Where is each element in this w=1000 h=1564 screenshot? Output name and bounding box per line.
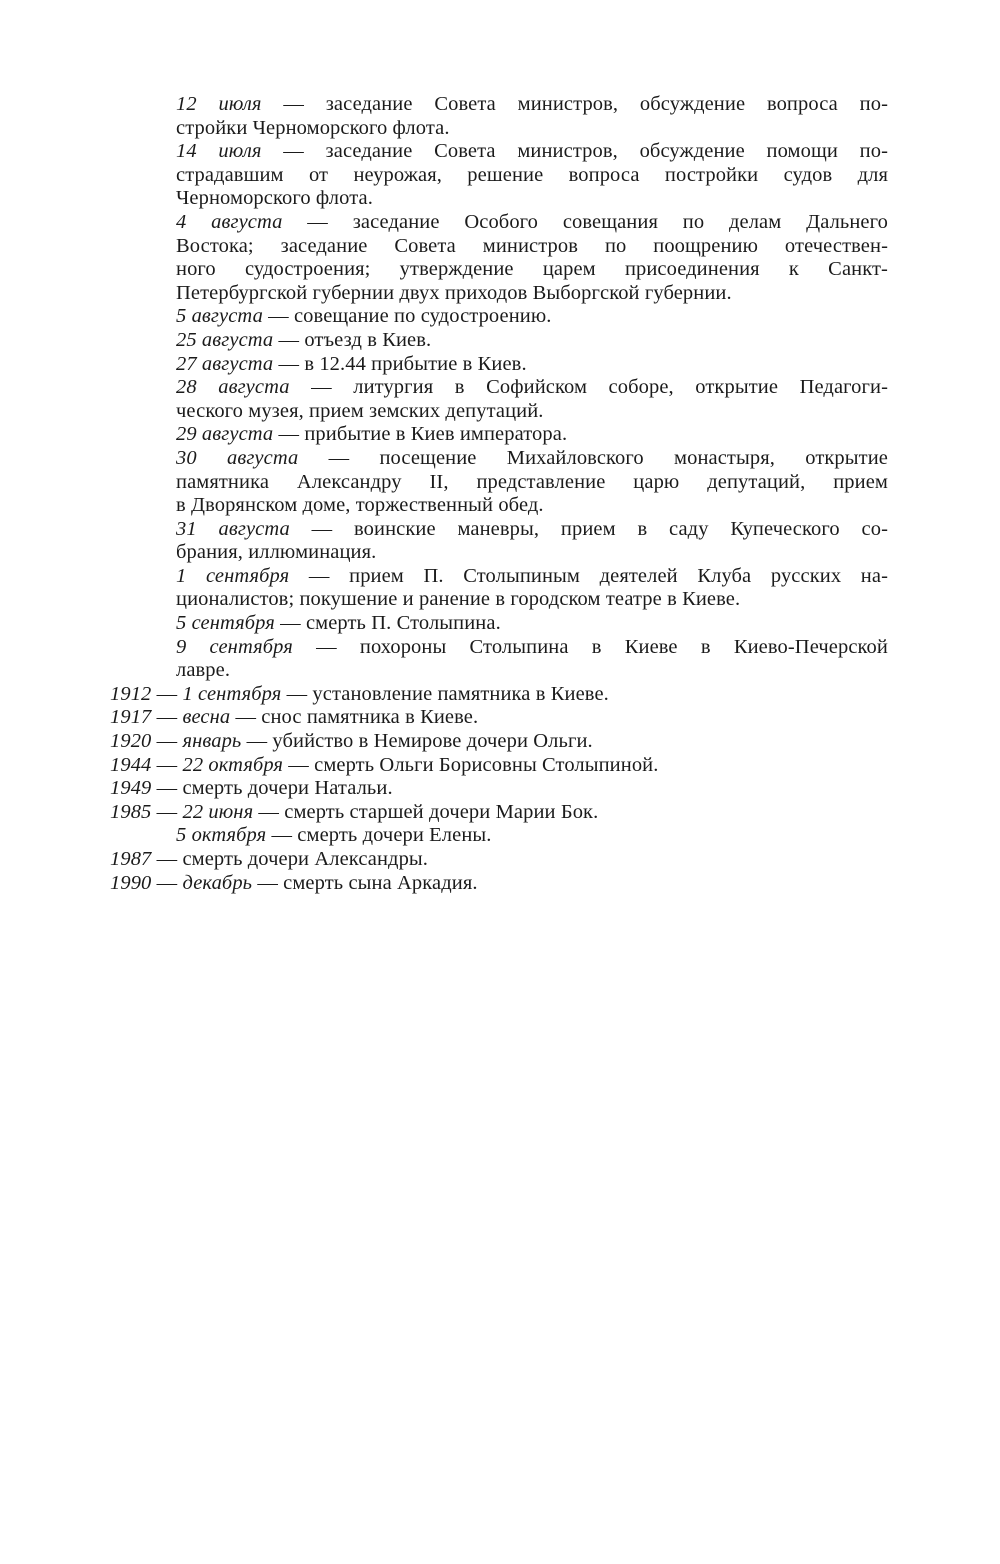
entry-text: — посещение Михайловского монастыря, открытие [298, 446, 888, 469]
date-italic: 22 июня [182, 800, 254, 823]
text-line [110, 848, 888, 872]
text-line [176, 117, 888, 141]
entry-text: — [151, 753, 183, 776]
date-italic: 5 октября [176, 824, 267, 847]
entry-text: — [151, 800, 183, 823]
text-line [110, 872, 888, 896]
date-italic: январь [182, 730, 242, 753]
entry-text: — установление памятника в Киеве. [281, 682, 609, 705]
entry-text: — смерть П. Столыпина. [274, 612, 501, 635]
entry-text: — прием П. Столыпиным деятелей Клуба русских на- [289, 564, 888, 587]
entry-text: — снос памятника в Киеве. [230, 706, 479, 729]
text-line [176, 164, 888, 188]
entry-text: — убийство в Немирове дочери Ольги. [241, 730, 593, 753]
entry-text: Востока; заседание Совета министров по поощрению отечествен- [176, 234, 888, 257]
entry-text: — [151, 706, 183, 729]
date-italic: 4 августа [176, 210, 283, 233]
entry-text: ного судостроения; утверждение царем присоединения к Санкт- [176, 258, 888, 281]
entry-text: Петербургской губернии двух приходов Выборгской губернии. [176, 281, 732, 304]
entry-text: — отъезд в Киев. [273, 328, 432, 351]
entry-text: брания, иллюминация. [176, 541, 377, 564]
entry-text: — заседание Совета министров, обсуждение помощи по- [261, 140, 888, 163]
text-line [176, 541, 888, 565]
text-line [176, 471, 888, 495]
entry-text: — [151, 730, 183, 753]
text-line [176, 588, 888, 612]
text-line [176, 494, 888, 518]
date-italic: 1 сентября [176, 564, 290, 587]
entry-text: — смерть дочери Александры. [151, 848, 429, 870]
date-italic: 9 сентября [176, 635, 293, 658]
date-italic: 1990 [110, 871, 152, 894]
text-line [176, 612, 888, 636]
entry-text: лавре. [176, 659, 231, 682]
date-italic: 1944 [110, 753, 152, 776]
date-italic: 27 августа [176, 352, 274, 375]
text-line [110, 777, 888, 801]
date-italic: 1 сентября [182, 682, 282, 705]
text-line [176, 235, 888, 259]
entry-text: — совещание по судостроению. [262, 305, 552, 328]
text-line [176, 282, 888, 306]
date-italic: 22 октября [182, 753, 284, 776]
text-line [176, 824, 888, 848]
entry-text: — в 12.44 прибытие в Киев. [273, 352, 527, 375]
date-italic: 12 июля [176, 93, 262, 115]
date-italic: 1917 [110, 706, 152, 729]
entry-text: — [151, 682, 183, 705]
entry-text: — прибытие в Киев императора. [273, 423, 568, 446]
text-line [176, 187, 888, 211]
text-line [176, 636, 888, 660]
text-line [176, 305, 888, 329]
text-line [176, 565, 888, 589]
entry-text: — смерть дочери Натальи. [151, 777, 393, 800]
text-line [176, 423, 888, 447]
text-line [176, 93, 888, 117]
date-italic: 28 августа [176, 376, 290, 399]
date-italic: 30 августа [176, 446, 299, 469]
entry-text: — [151, 871, 183, 894]
text-line [110, 801, 888, 825]
text-line [176, 400, 888, 424]
date-italic: 1985 [110, 800, 152, 823]
date-italic: 1920 [110, 730, 152, 753]
date-italic: 29 августа [176, 423, 274, 446]
entry-text: памятника Александру II, представление царю депутаций, прием [176, 470, 888, 493]
entry-text: — заседание Особого совещания по делам Дальнего [282, 210, 888, 233]
entry-text: в Дворянском доме, торжественный обед. [176, 494, 544, 517]
entry-text: ционалистов; покушение и ранение в городском театре в Киеве. [176, 588, 741, 611]
entry-text: стройки Черноморского флота. [176, 116, 450, 139]
entry-text: — заседание Совета министров, обсуждение вопроса по- [261, 93, 888, 115]
text-line [110, 754, 888, 778]
entry-text: Черноморского флота. [176, 187, 373, 210]
date-italic: 1912 [110, 682, 152, 705]
date-italic: весна [182, 706, 231, 729]
text-line [176, 447, 888, 471]
text-line [110, 706, 888, 730]
date-italic: 1987 [110, 848, 152, 870]
chronology-text [110, 93, 888, 895]
text-line [110, 683, 888, 707]
text-line [176, 376, 888, 400]
text-line [176, 659, 888, 683]
entry-text: — смерть Ольги Борисовны Столыпиной. [283, 753, 659, 776]
entry-text: — похороны Столыпина в Киеве в Киево-Печерской [292, 635, 888, 658]
entry-text: — смерть дочери Елены. [266, 824, 492, 847]
text-line [176, 518, 888, 542]
date-italic: 25 августа [176, 328, 274, 351]
date-italic: 5 августа [176, 305, 263, 328]
entry-text: — смерть сына Аркадия. [252, 871, 478, 894]
date-italic: 5 сентября [176, 612, 275, 635]
entry-text: — воинские маневры, прием в саду Купеческого со- [289, 517, 888, 540]
text-line [176, 140, 888, 164]
date-italic: декабрь [182, 871, 253, 894]
entry-text: страдавшим от неурожая, решение вопроса постройки судов для [176, 163, 888, 186]
date-italic: 14 июля [176, 140, 262, 163]
entry-text: — смерть старшей дочери Марии Бок. [253, 800, 599, 823]
text-line [110, 730, 888, 754]
date-italic: 1949 [110, 777, 152, 800]
text-line [176, 258, 888, 282]
text-line [176, 329, 888, 353]
text-line [176, 353, 888, 377]
date-italic: 31 августа [176, 517, 290, 540]
text-line [176, 211, 888, 235]
entry-text: — литургия в Софийском соборе, открытие Педагоги- [289, 376, 888, 399]
entry-text: ческого музея, прием земских депутаций. [176, 399, 544, 422]
